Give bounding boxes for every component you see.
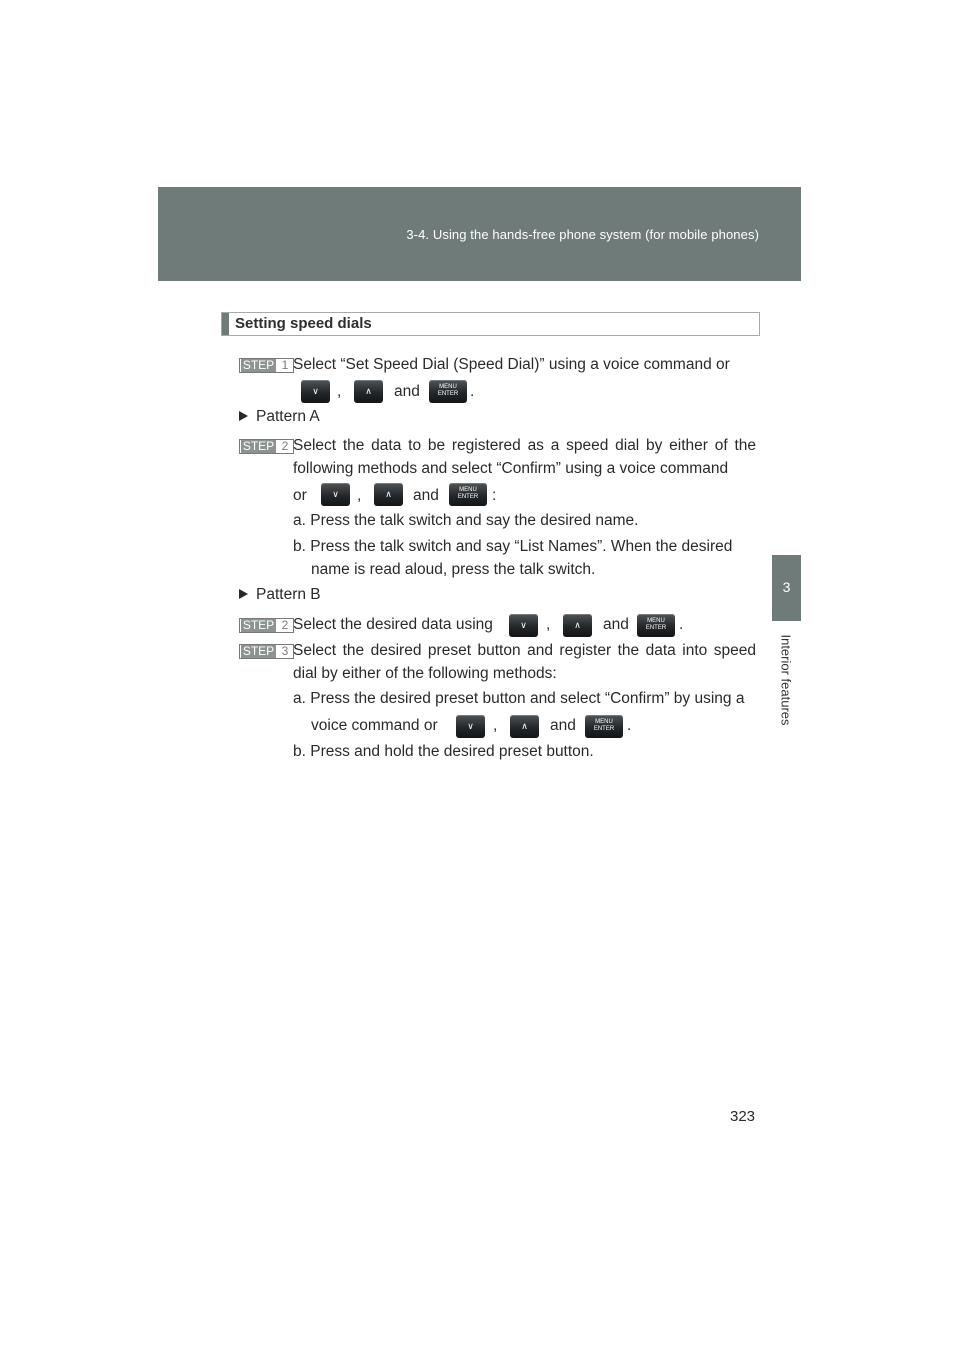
- step-number: 2: [281, 439, 289, 453]
- down-button: [456, 715, 485, 738]
- step-2b-marker: [239, 618, 294, 633]
- down-button: [321, 483, 350, 506]
- step-2a-text: Select the data to be registered as a speed dial by either of the following methods and select “Confirm” using a voice command: [293, 437, 756, 477]
- step-number: 3: [281, 644, 289, 658]
- chevron-down-icon: ∨: [332, 489, 339, 499]
- section-path: 3-4. Using the hands-free phone system (for mobile phones): [406, 227, 759, 242]
- step-word: STEP: [242, 358, 275, 372]
- step-2b-text: Select the desired data using: [293, 616, 493, 633]
- chevron-up-icon: ∧: [574, 620, 581, 630]
- down-button: [301, 380, 330, 403]
- chapter-number: 3: [782, 579, 791, 595]
- or-text: or: [293, 487, 307, 504]
- step-number: 2: [281, 618, 289, 632]
- period: .: [627, 717, 632, 734]
- page-number: 323: [730, 1108, 756, 1125]
- up-button: [510, 715, 539, 738]
- triangle-bullet-icon: [239, 411, 248, 421]
- chevron-down-icon: ∨: [312, 386, 319, 396]
- option-b-text: b. Press the talk switch and say “List Names”. When the desired: [293, 538, 733, 555]
- menu-enter-label: MENU ENTER: [457, 487, 479, 500]
- chevron-up-icon: ∧: [385, 489, 392, 499]
- step-word: STEP: [242, 439, 275, 453]
- chevron-up-icon: ∧: [521, 721, 528, 731]
- step-2a-marker: [239, 439, 294, 454]
- step-1-marker: [239, 358, 294, 373]
- menu-enter-label: MENU ENTER: [593, 719, 615, 732]
- option-b-text-cont: name is read aloud, press the talk switch.: [311, 561, 596, 578]
- period: .: [470, 383, 475, 400]
- step-word: STEP: [242, 618, 275, 632]
- step-word: STEP: [242, 644, 275, 658]
- period: .: [679, 616, 684, 633]
- comma: ,: [493, 717, 498, 734]
- and-text: and: [394, 383, 420, 400]
- comma: ,: [546, 616, 551, 633]
- section-heading-text: Setting speed dials: [235, 315, 372, 332]
- menu-enter-button: [429, 380, 467, 403]
- comma: ,: [337, 383, 342, 400]
- down-button: [509, 614, 538, 637]
- menu-enter-button: [585, 715, 623, 738]
- chevron-down-icon: ∨: [467, 721, 474, 731]
- up-button: [563, 614, 592, 637]
- step-number: 1: [281, 358, 289, 372]
- step-1-text: Select “Set Speed Dial (Speed Dial)” using a voice command or: [293, 356, 730, 373]
- menu-enter-button: [637, 614, 675, 637]
- option-a-text-cont: voice command or: [311, 717, 438, 734]
- and-text: and: [603, 616, 629, 633]
- step-3-marker: [239, 644, 294, 659]
- chevron-up-icon: ∧: [365, 386, 372, 396]
- and-text: and: [550, 717, 576, 734]
- heading-accent-bar: [222, 313, 229, 335]
- option-a-text: a. Press the desired preset button and select “Confirm” by using a: [293, 690, 745, 707]
- pattern-b-heading: Pattern B: [239, 585, 321, 605]
- header-band: [158, 187, 801, 281]
- option-b-text: b. Press and hold the desired preset button.: [293, 743, 594, 760]
- section-heading: [221, 312, 760, 336]
- triangle-bullet-icon: [239, 589, 248, 599]
- pattern-a-heading: Pattern A: [239, 407, 320, 427]
- option-a-text: a. Press the talk switch and say the desired name.: [293, 512, 639, 529]
- chevron-down-icon: ∨: [520, 620, 527, 630]
- step-3-text: Select the desired preset button and register the data into speed dial by either of the following methods:: [293, 642, 756, 682]
- menu-enter-button: [449, 483, 487, 506]
- colon: :: [492, 487, 497, 504]
- comma: ,: [357, 487, 362, 504]
- up-button: [374, 483, 403, 506]
- menu-enter-label: MENU ENTER: [645, 618, 667, 631]
- up-button: [354, 380, 383, 403]
- and-text: and: [413, 487, 439, 504]
- chapter-tab: [772, 555, 801, 621]
- menu-enter-label: MENU ENTER: [437, 384, 459, 397]
- chapter-label: Interior features: [778, 634, 794, 726]
